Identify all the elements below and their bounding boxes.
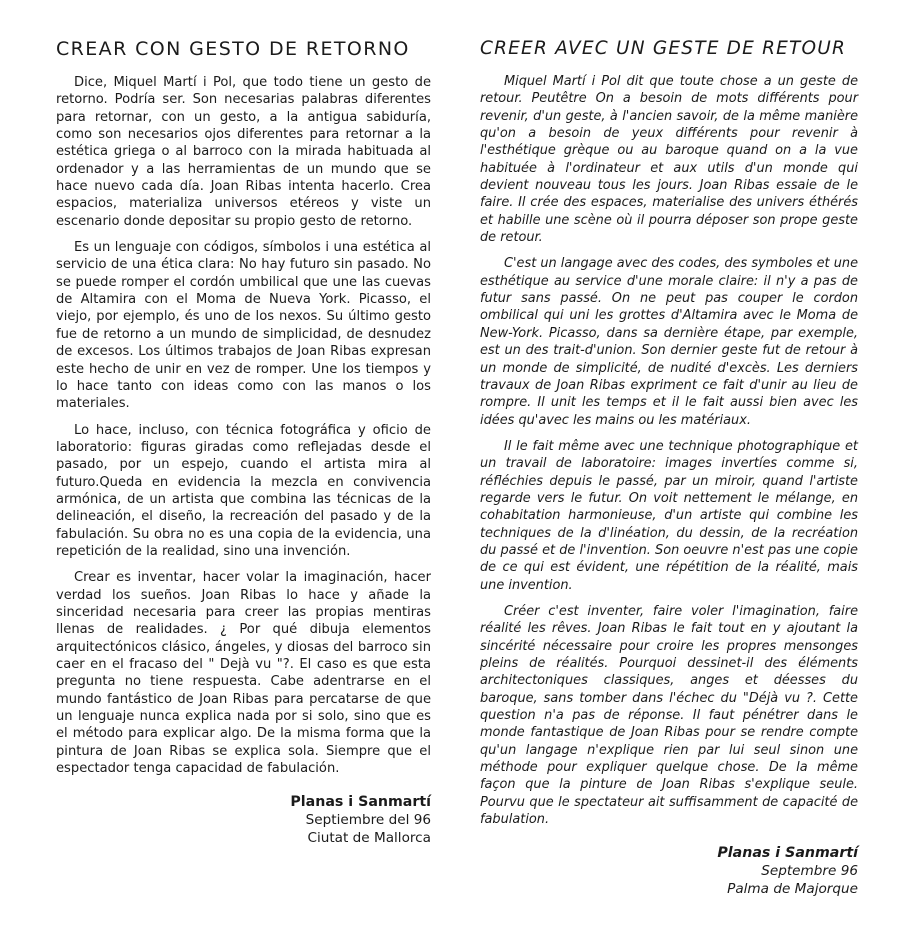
spanish-author-name: Planas i Sanmartí bbox=[290, 794, 431, 811]
spanish-paragraph-4: Crear es inventar, hacer volar la imaginación, hacer verdad los sueños. Joan Ribas lo hace y añade la sinceridad necesaria para creer las propias mentiras llenas de realidades. ¿ Por qué dibuja elementos arquitectónicos clásico, ángeles, y diosas del barroco sin caer en el fracaso del " Dejà vu "?. El caso es que esta pregunta no tiene respuesta. Cabe adentrarse en el mundo fantástico de Joan Ribas para percatarse de que un lenguaje nunca explica nada por si solo, sino que es el método para explicar algo. De la misma forma que la pintura de Joan Ribas se explica sola. Siempre que el espectador tenga capacidad de fabulación. bbox=[56, 570, 431, 777]
spanish-title: CREAR CON GESTO DE RETORNO bbox=[56, 38, 410, 60]
french-date: Septembre 96 bbox=[761, 863, 858, 880]
french-paragraph-2: C'est un langage avec des codes, des symboles et une esthétique au service d'une morale claire: il n'y a pas de futur sans passé. On ne peut pas couper le cordon ombilical qui uni les grottes d'Altamira avec le Moma de New-York. Picasso, dans sa dernière étape, par exemple, est un des trait-d'union. Son dernier geste fut de retour à un monde de simplicité, de nudité d'excès. Les derniers travaux de Joan Ribas expriment ce fait d'unir au lieu de rompre. Il unit les temps et il le fait aussi bien avec les idées qu'avec les mains ou les matériaux. bbox=[480, 256, 858, 428]
spanish-paragraph-1: Dice, Miquel Martí i Pol, que todo tiene un gesto de retorno. Podría ser. Son necesarias palabras diferentes para retornar, con un gesto, a la antigua sabiduría, como son necesarios ojos diferentes para retornar a la estética griega o al barroco con la mirada habituada al ordenador y a las herramientas de un mundo que se hace nuevo cada día. Joan Ribas intenta hacerlo. Crea espacios, materializa universos etéreos y viste un escenario donde depositar su propio gesto de retorno. bbox=[56, 75, 431, 229]
french-paragraph-3: Il le fait même avec une technique photographique et un travail de laboratoire: images invertíes comme si, réfléchies depuis le passé, par un miroir, quand l'artiste regarde vers le futur. On voit nettement le mélange, en cohabitation harmonieuse, d'un artiste qui combine les techniques de la d'linéation, du dessin, de la recréation du passé et de l'invention. Son oeuvre n'est pas une copie de ce qui est évident, une répétition de la réalité, mais une invention. bbox=[480, 438, 858, 593]
french-author-name: Planas i Sanmartí bbox=[717, 845, 858, 862]
french-title: CREER AVEC UN GESTE DE RETOUR bbox=[480, 38, 847, 59]
spanish-date: Septiembre del 96 bbox=[305, 812, 431, 829]
french-paragraph-4: Créer c'est inventer, faire voler l'imagination, faire réalité les rêves. Joan Ribas le fait tout en y ajoutant la sincérité nécessaire pour croire les propres mensonges pleins de réalités. Pourquoi dessinet-il des éléments architectoniques classiques, anges et déesses du baroque, sans tomber dans l'échec du "Déjà vu ?. Cette question n'a pas de réponse. Il faut pénétrer dans le monde fantastique de Joan Ribas pour se rendre compte qu'un langage n'explique rien par lui seul sinon une méthode pour expliquer quelque chose. De la même façon que la pinture de Joan Ribas s'explique seule. Pourvu que le spectateur ait suffisamment de capacité de fabulation. bbox=[480, 603, 858, 828]
spanish-column bbox=[56, 38, 431, 847]
spanish-signature bbox=[56, 793, 431, 847]
french-signature bbox=[480, 844, 858, 898]
french-paragraph-1: Miquel Martí i Pol dit que toute chose a un geste de retour. Peutêtre On a besoin de mots différents pour revenir, d'un geste, à l'ancien savoir, de la même manière qu'on a besoin de yeux différents pour revenir à l'esthétique grèque ou au baroque quand on a la vue habituée à l'ordinateur et aux utils d'un monde qui devient nouveau tous les jours. Joan Ribas essaie de le faire. Il crée des espaces, materialise des univers éthérés et habille une scène où il pourra déposer son prope geste de retour. bbox=[480, 74, 858, 246]
spanish-place: Ciutat de Mallorca bbox=[307, 830, 431, 847]
spanish-paragraph-3: Lo hace, incluso, con técnica fotográfica y oficio de laboratorio: figuras giradas como reflejadas desde el pasado, por un espejo, cuando el artista mira al futuro.Queda en evidencia la mezcla en convivencia armónica, de un artista que combina las técnicas de la delineación, el diseño, la recreación del pasado y de la fabulación. Su obra no es una copia de la evidencia, una repetición de la realidad, sino una invención. bbox=[56, 422, 431, 559]
french-place: Palma de Majorque bbox=[727, 881, 858, 898]
french-column bbox=[480, 38, 858, 898]
spanish-paragraph-2: Es un lenguaje con códigos, símbolos i una estética al servicio de una ética clara: No hay futuro sin pasado. No se puede romper el cordón umbilical que une las cuevas de Altamira con el Moma de Nueva York. Picasso, el viejo, por ejemplo, és uno de los nexos. Su último gesto fue de retorno a un mundo de simplicidad, de desnudez de excesos. Los últimos trabajos de Joan Ribas expresan este hecho de unir en vez de romper. Une los tiempos y lo hace tanto con ideas como con las manos o los materiales. bbox=[56, 240, 431, 412]
